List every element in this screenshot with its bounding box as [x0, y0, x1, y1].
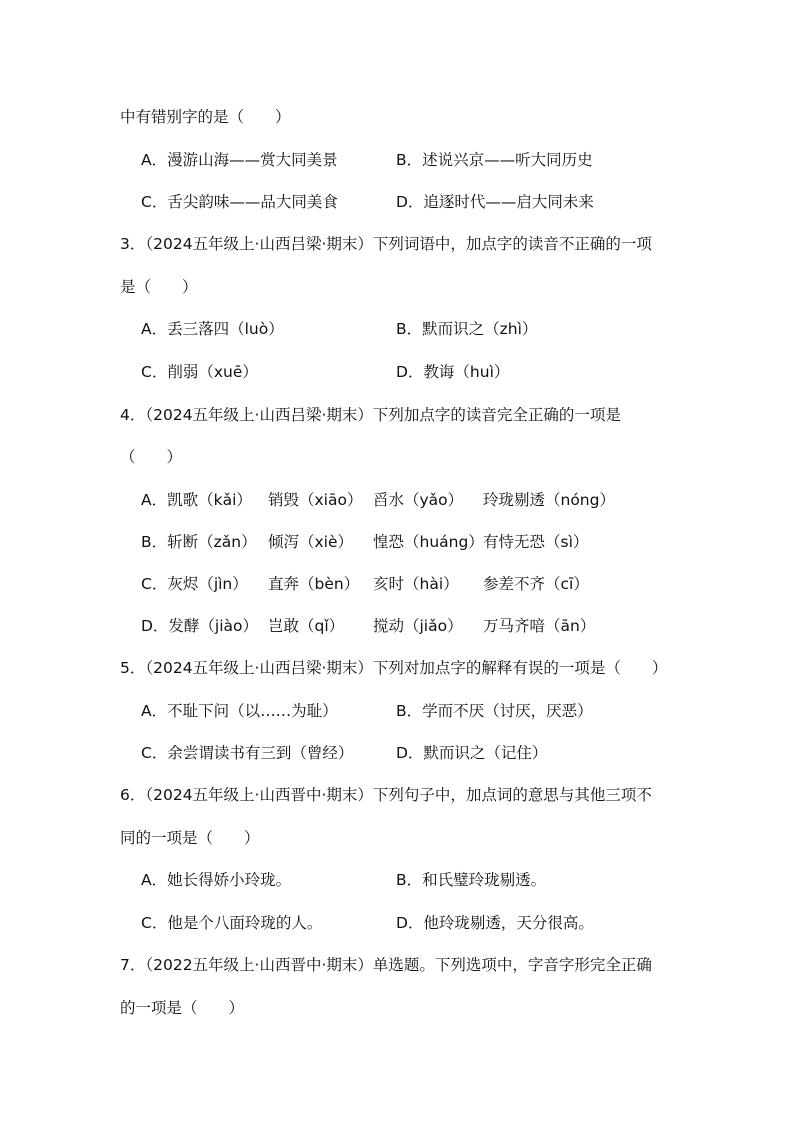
- q5-option-d: D．默而识之（记住）: [396, 744, 548, 762]
- q3-option-c: C．削弱（xuē）: [141, 363, 258, 381]
- q6-option-d: D．他玲珑剔透，天分很高。: [396, 914, 594, 932]
- q4-option-c-item: 直奔（bèn）: [268, 575, 360, 593]
- question-2-stem-tail: 中有错别字的是（ ）: [120, 108, 291, 126]
- question-4-stem: 4．（2024五年级上·山西吕梁·期末）下列加点字的读音完全正确的一项是: [120, 406, 621, 424]
- q3-option-a: A．丢三落四（luò）: [141, 320, 284, 338]
- q4-option-a-item: 销毁（xiāo）: [268, 491, 363, 509]
- q5-option-c: C．余尝谓读书有三到（曾经）: [141, 744, 354, 762]
- q4-option-c-item: 亥时（hài）: [373, 575, 459, 593]
- question-7-stem-cont: 的一项是（ ）: [120, 999, 245, 1017]
- q4-option-d-item: 岂敢（qǐ）: [268, 617, 345, 635]
- q2-option-d: D．追逐时代——启大同未来: [396, 193, 594, 211]
- q6-option-b: B．和氏璧玲珑剔透。: [396, 871, 547, 889]
- q3-option-d: D．教诲（huì）: [396, 363, 510, 381]
- q4-option-b-item: 有恃无恐（sì）: [483, 533, 589, 551]
- q4-option-c-item: 参差不齐（cī）: [483, 575, 589, 593]
- question-5-stem: 5．（2024五年级上·山西吕梁·期末）下列对加点字的解释有误的一项是（ ）: [120, 659, 668, 677]
- q5-option-a: A．不耻下问（以……为耻）: [141, 702, 338, 720]
- question-6-stem-cont: 同的一项是（ ）: [120, 829, 260, 847]
- q4-option-a-item: 舀水（yǎo）: [373, 491, 464, 509]
- q4-option-c-item: C．灰烬（jìn）: [141, 575, 248, 593]
- question-3-stem: 3．（2024五年级上·山西吕梁·期末）下列词语中，加点字的读音不正确的一项: [120, 235, 652, 253]
- q6-option-c: C．他是个八面玲珑的人。: [141, 914, 323, 932]
- q4-option-d-item: 搅动（jiǎo）: [373, 617, 463, 635]
- q5-option-b: B．学而不厌（讨厌，厌恶）: [396, 702, 593, 720]
- q2-option-c: C．舌尖韵味——品大同美食: [141, 193, 338, 211]
- q4-option-a-item: A．凯歌（kǎi）: [141, 491, 252, 509]
- q2-option-a: A．漫游山海——赏大同美景: [141, 151, 338, 169]
- question-7-stem: 7．（2022五年级上·山西晋中·期末）单选题。下列选项中，字音字形完全正确: [120, 956, 652, 974]
- q2-option-b: B．述说兴京——听大同历史: [396, 151, 593, 169]
- q4-option-b-item: 惶恐（huáng）: [373, 533, 484, 551]
- q4-option-b-item: B．斩断（zǎn）: [141, 533, 257, 551]
- question-6-stem: 6．（2024五年级上·山西晋中·期末）下列句子中，加点词的意思与其他三项不: [120, 786, 652, 804]
- question-4-stem-cont: （ ）: [120, 448, 183, 466]
- q6-option-a: A．她长得娇小玲珑。: [141, 871, 292, 889]
- q4-option-d-item: 万马齐喑（ān）: [483, 617, 596, 635]
- q4-option-b-item: 倾泻（xiè）: [268, 533, 354, 551]
- q4-option-d-item: D．发酵（jiào）: [141, 617, 259, 635]
- q3-option-b: B．默而识之（zhì）: [396, 320, 538, 338]
- q4-option-a-item: 玲珑剔透（nóng）: [483, 491, 615, 509]
- question-3-stem-cont: 是（ ）: [120, 278, 198, 296]
